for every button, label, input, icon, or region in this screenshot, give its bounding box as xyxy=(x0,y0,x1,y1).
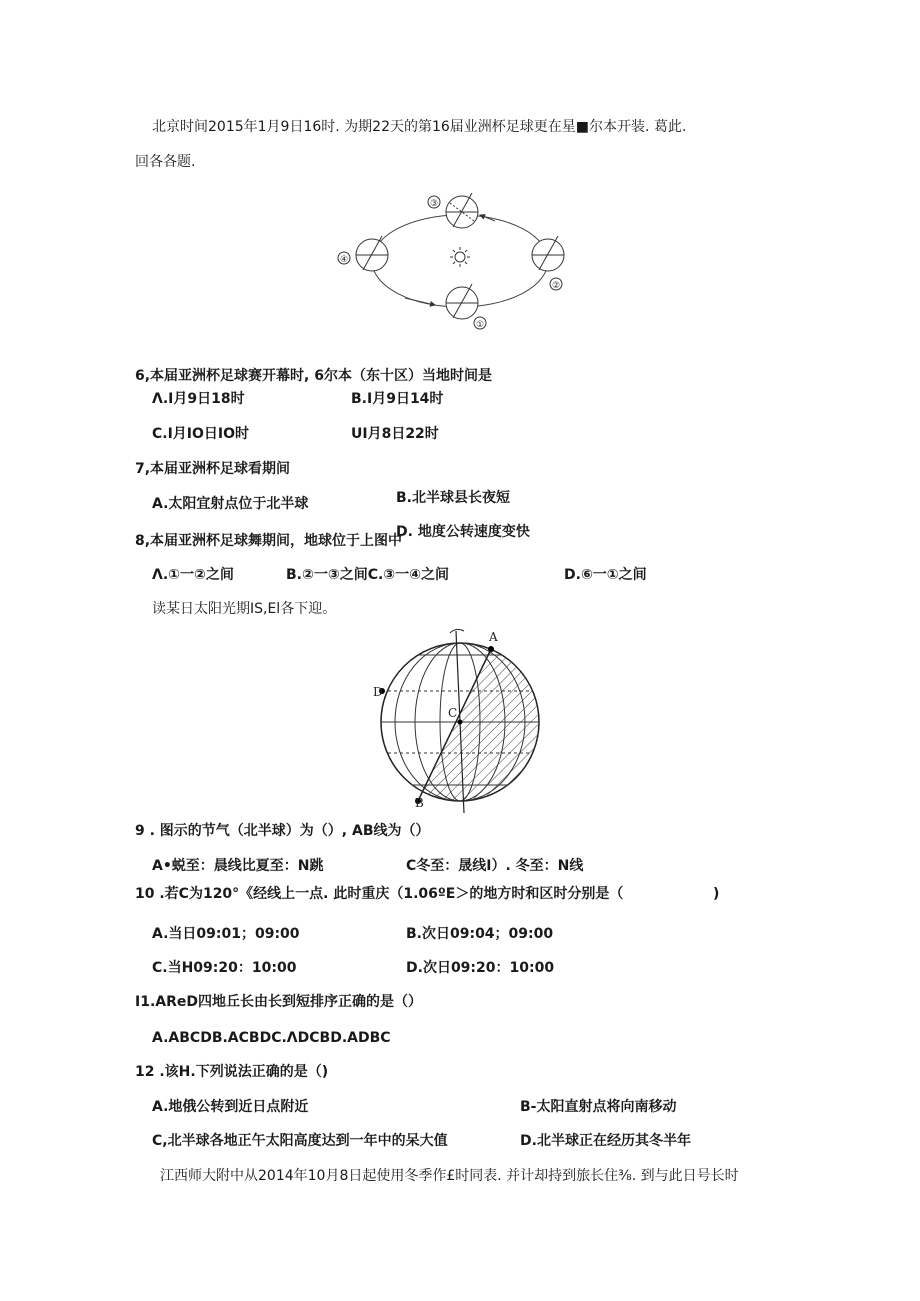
q12-option-b: B-太阳直射点将向南移动 xyxy=(520,1099,677,1115)
q7-option-d-partial: D. 地度公转速度变快 xyxy=(396,524,530,540)
q11-stem: I1.AReD四地丘长由长到短排序正确的是（） xyxy=(135,994,422,1010)
q7-option-b: B.北半球县长夜短 xyxy=(396,490,510,506)
q8-option-d: D.⑥一①之间 xyxy=(564,567,647,583)
q9-option-cd: C冬至：晟线I）. 冬至：N线 xyxy=(406,858,584,874)
q8-stem: 8,本届亚洲杯足球舞期间，地球位于上图中 xyxy=(135,533,403,549)
point-label-a: A xyxy=(489,630,498,644)
point-label-b: B xyxy=(415,796,424,810)
q7-option-a: A.太阳宜射点位于北半球 xyxy=(152,496,309,512)
earth-position-2 xyxy=(532,236,564,271)
intro-line-2: 回各各题. xyxy=(135,154,196,170)
point-label-d: D xyxy=(373,685,383,699)
q10-option-b: B.次日09:04；09:00 xyxy=(406,926,554,942)
q12-option-a: A.地俄公转到近日点附近 xyxy=(152,1099,309,1115)
q12-option-c: C,北半球各地正午太阳高度达到一年中的呆大值 xyxy=(152,1133,448,1149)
q7-stem: 7,本届亚洲杯足球看期间 xyxy=(135,461,291,477)
closing-line: 江西师大附中从2014年10月8日起使用冬季作£时同表. 并计却持到旅长住⅜. 到与此日号长时 xyxy=(160,1168,739,1184)
q9-option-ab: A•蜕至：晨线比夏至：N跳 xyxy=(152,858,324,874)
orbit-diagram xyxy=(335,185,575,335)
sun-icon xyxy=(450,247,470,267)
orbit-label-3: ③ xyxy=(430,199,439,209)
q9-stem: 9 . 图示的节气（北半球）为（）, AB线为（） xyxy=(135,823,430,839)
q10-option-c: C.当H09:20：10:00 xyxy=(152,960,297,976)
q10-option-a: A.当日09:01；09:00 xyxy=(152,926,300,942)
globe-diagram xyxy=(370,625,550,810)
intro-line-1: 北京时间2015年1月9日16时. 为期22天的第16届业洲杯足球更在星■尔本开装. 葛此. xyxy=(152,119,687,135)
q8-option-bc: B.②一③之间C.③一④之间 xyxy=(286,567,449,583)
q10-option-d: D.次日09:20：10:00 xyxy=(406,960,555,976)
point-label-c: C xyxy=(448,706,458,720)
orbit-label-2: ② xyxy=(552,281,561,291)
q6-option-b: B.I月9日14时 xyxy=(351,391,444,407)
read-figure-line: 读某日太阳光期IS,El各下迎。 xyxy=(152,601,337,617)
q11-options: A.ABCDB.ACBDC.ΛDCBD.ADBC xyxy=(152,1030,391,1046)
earth-position-3 xyxy=(446,193,478,228)
q6-option-c: C.I月IO日IO时 xyxy=(152,426,250,442)
q12-option-d: D.北半球正在经历其冬半年 xyxy=(520,1133,691,1149)
q6-stem: 6,本届亚洲杯足球赛开幕时, 6尔本（东十区）当地时间是 xyxy=(135,368,492,384)
q6-option-d: UI月8日22时 xyxy=(351,426,439,442)
earth-position-4 xyxy=(356,236,388,271)
orbit-label-1: ① xyxy=(476,320,485,330)
q10-stem: 10 .若C为120°《经线上一点. 此时重庆（1.06ºE＞的地方时和区时分别是（ xyxy=(135,886,624,902)
orbit-label-4: ④ xyxy=(340,255,349,265)
q12-stem: 12 .该H.下列说法正确的是（) xyxy=(135,1064,329,1080)
q10-stem-end: ) xyxy=(713,886,720,902)
earth-position-1 xyxy=(446,284,478,319)
q8-option-a: Λ.①一②之间 xyxy=(152,567,234,583)
q6-option-a: Λ.I月9日18时 xyxy=(152,391,245,407)
